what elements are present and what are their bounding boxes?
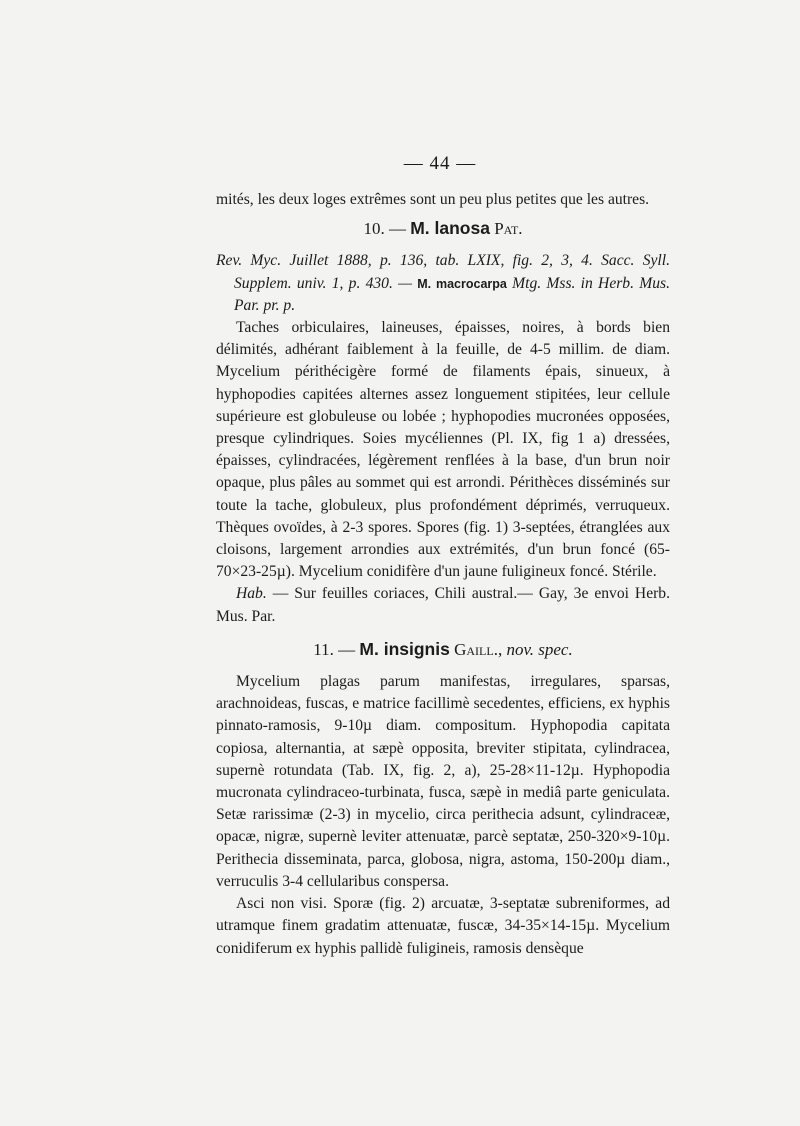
species-10-number: 10. — [363,219,406,239]
species-11-description-1: Mycelium plagas parum manifestas, irregulares, sparsas, arachnoideas, fuscas, e matrice facillimè secedentes, efficiens, ex hyphis pinnato-ramosis, 9-10µ diam. compositum. Hyphopodia capitata copiosa, alternantia, at sæpè opposita, breviter stipitata, cylindracea, supernè rotundata (Tab. IX, fig. 2, a), 25-28×11-12µ. Hyphopodia mucronata cylindraceo-turbinata, fusca, sæpè in mediâ parte geniculata. Setæ rarissimæ (2-3) in mycelio, circa perithecia adsunt, cylindraceæ, opacæ, nigræ, supernè leviter attenuatæ, parcè septatæ, 250-320×9-10µ. Perithecia disseminata, parca, globosa, nigra, astoma, 150-200µ diam., verruculis 3-4 cellularibus conspersa. [216,673,670,890]
species-10-description: Taches orbiculaires, laineuses, épaisses, noires, à bords bien délimités, adhérant faiblement à la feuille, de 4-5 millim. de diam. Mycelium périthécigère formé de filaments épais, sinueux, à hyphopodies capitées alternes assez longuement stipitées, leur cellule supérieure est globuleuse ou lobée ; hyphopodies mucronées opposées, presque cylindriques. Soies mycéliennes (Pl. IX, fig 1 a) dressées, épaisses, cylindracées, légèrement renflées à la base, d'un brun noir opaque, plus pâles au sommet qui est arrondi. Périthèces disséminés sur toute la tache, globuleux, plus profondément déprimés, verruqueux. Thèques ovoïdes, à 2-3 spores. Spores (fig. 1) 3-septées, étranglées aux cloisons, largement arrondies aux extrémités, d'un brun foncé (65-70×23-25µ). Mycelium conidifère d'un jaune fuligineux foncé. Stérile. [216,319,670,581]
species-10-reference-a: Rev. Myc. Juillet 1888, p. 136, tab. LXIX, fig. 2, 3, 4. Sacc. Syll. Supplem. univ. 1, p. 430. — [216,252,670,292]
species-10-habitat [216,583,670,627]
species-10-heading [216,217,670,240]
carryover-paragraph: mités, les deux loges extrêmes sont un peu plus petites que les autres. [216,191,650,208]
species-11-heading [216,638,670,661]
species-10-author: Pat. [494,219,523,239]
page-number: — 44 — [403,153,477,174]
species-11-name: M. insignis [359,638,450,659]
species-10-reference [216,250,670,317]
species-10-hab-label: Hab. [236,585,267,603]
species-10-reference-b: Mtg. Mss. in Herb. Mus. Par. pr. p. [234,274,671,314]
species-11-number: 11. — [313,639,356,659]
text-column [216,189,670,960]
species-10-hab-text: — Sur feuilles coriaces, Chili austral.— Gay, 3e envoi Herb. Mus. Par. [216,585,671,625]
species-10-name: M. lanosa [410,218,490,239]
species-10-synonym: M. macrocarpa [417,276,507,291]
species-11-description-2: Asci non visi. Sporæ (fig. 2) arcuatæ, 3-septatæ subreniformes, ad utramque finem gradatim attenuatæ, fuscæ, 34-35×14-15µ. Mycelium conidiferum ex hyphis pallidè fuligineis, ramosis densèque [216,895,670,957]
species-11-status: nov. spec. [506,639,573,659]
species-11-author: Gaill., [454,639,503,659]
